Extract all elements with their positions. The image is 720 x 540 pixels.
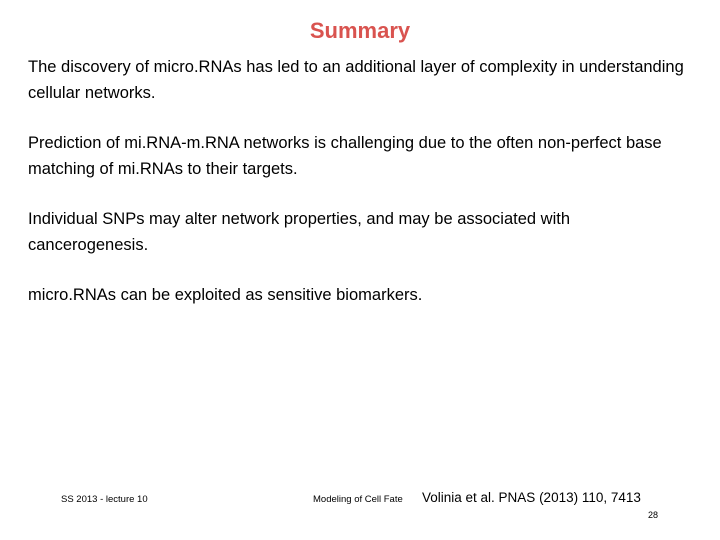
paragraph-mirna-discovery: The discovery of micro.RNAs has led to an additional layer of complexity in understanding cellular networks. <box>28 58 684 102</box>
page-number: 28 <box>648 510 659 520</box>
summary-text <box>28 54 688 332</box>
footer-course-title: Modeling of Cell Fate <box>313 494 403 505</box>
footer-reference: Volinia et al. PNAS (2013) 110, 7413 <box>422 490 641 505</box>
footer-course: SS 2013 - lecture 10 <box>61 494 148 505</box>
paragraph-snps: Individual SNPs may alter network properties, and may be associated with cancerogenesis. <box>28 210 571 254</box>
paragraph-biomarkers: micro.RNAs can be exploited as sensitive biomarkers. <box>28 286 423 304</box>
slide-title: Summary <box>309 18 411 43</box>
paragraph-network-prediction: Prediction of mi.RNA-m.RNA networks is challenging due to the often non-perfect base matching of mi.RNAs to their targets. <box>28 134 662 178</box>
